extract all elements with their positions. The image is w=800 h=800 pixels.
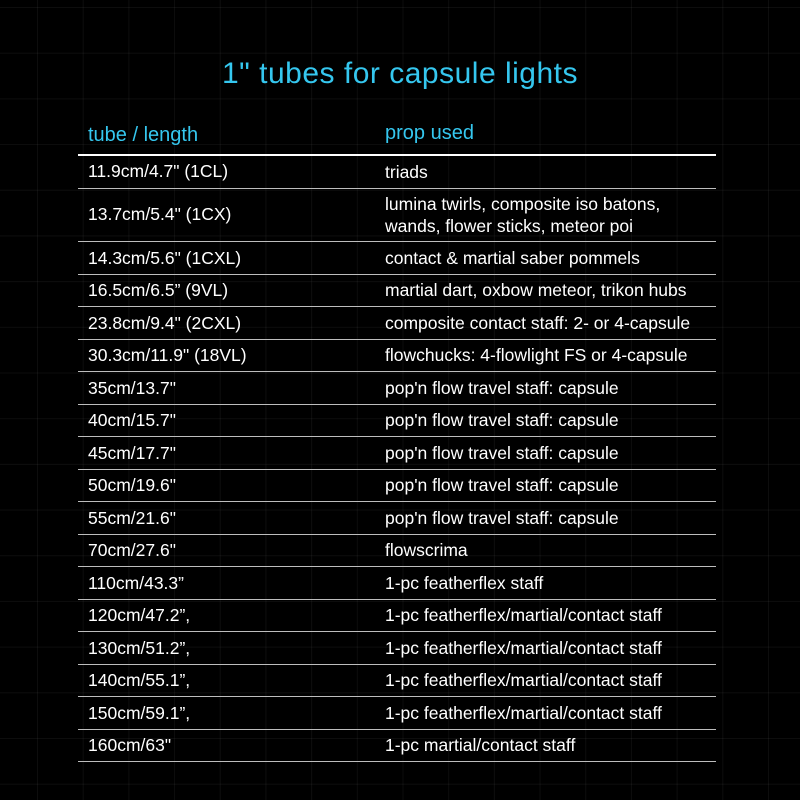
cell-prop-used: flowscrima: [385, 540, 468, 561]
header-cell-prop-used: prop used: [385, 122, 474, 145]
cell-tube-length: 23.8cm/9.4" (2CXL): [88, 312, 242, 333]
cell-prop-used: 1-pc featherflex/martial/contact staff: [385, 637, 662, 658]
cell-tube-length: 110cm/43.3”: [88, 572, 184, 593]
cell-prop-used: pop'n flow travel staff: capsule: [385, 442, 619, 463]
cell-tube-length: 13.7cm/5.4" (1CX): [88, 204, 232, 225]
cell-prop-used: contact & martial saber pommels: [385, 247, 640, 268]
table-row: [78, 632, 716, 665]
table-row: [78, 189, 716, 243]
cell-tube-length: 14.3cm/5.6" (1CXL): [88, 247, 242, 268]
cell-tube-length: 45cm/17.7": [88, 442, 176, 463]
cell-tube-length: 11.9cm/4.7" (1CL): [88, 161, 229, 182]
table-row: [78, 567, 716, 600]
cell-tube-length: 30.3cm/11.9" (18VL): [88, 345, 247, 366]
cell-prop-used: pop'n flow travel staff: capsule: [385, 507, 619, 528]
cell-tube-length: 16.5cm/6.5” (9VL): [88, 280, 229, 301]
table-row: [78, 156, 716, 189]
cell-prop-used: triads: [385, 161, 428, 182]
table-row: [78, 372, 716, 405]
table-row: [78, 697, 716, 730]
header-cell-tube-length: tube / length: [88, 124, 199, 146]
cell-prop-used: 1-pc featherflex/martial/contact staff: [385, 605, 662, 626]
table-row: [78, 405, 716, 438]
tube-size-table: [78, 113, 716, 762]
cell-prop-used: 1-pc featherflex staff: [385, 572, 544, 593]
cell-tube-length: 130cm/51.2”,: [88, 637, 191, 658]
table-row: [78, 242, 716, 275]
cell-prop-used: pop'n flow travel staff: capsule: [385, 377, 619, 398]
table-row: [78, 665, 716, 698]
cell-tube-length: 70cm/27.6": [88, 540, 176, 561]
cell-tube-length: 160cm/63": [88, 735, 172, 756]
table-row: [78, 340, 716, 373]
cell-prop-used: 1-pc featherflex/martial/contact staff: [385, 702, 662, 723]
cell-prop-used: flowchucks: 4-flowlight FS or 4-capsule: [385, 345, 688, 366]
table-row: [78, 275, 716, 308]
cell-prop-used: composite contact staff: 2- or 4-capsule: [385, 312, 691, 333]
cell-tube-length: 40cm/15.7": [88, 410, 176, 431]
table-row: [78, 535, 716, 568]
cell-tube-length: 140cm/55.1”,: [88, 670, 191, 691]
table-row: [78, 600, 716, 633]
table-row: [78, 470, 716, 503]
cell-tube-length: 150cm/59.1”,: [88, 702, 191, 723]
page-title: 1" tubes for capsule lights: [221, 57, 578, 90]
cell-prop-used: 1-pc martial/contact staff: [385, 735, 576, 756]
cell-tube-length: 55cm/21.6": [88, 507, 176, 528]
cell-tube-length: 120cm/47.2”,: [88, 605, 191, 626]
table-header-row: [78, 113, 716, 156]
cell-tube-length: 35cm/13.7": [88, 377, 176, 398]
table-row: [78, 502, 716, 535]
cell-prop-used: pop'n flow travel staff: capsule: [385, 410, 619, 431]
cell-prop-used: pop'n flow travel staff: capsule: [385, 475, 619, 496]
cell-prop-used: lumina twirls, composite iso batons, wands, flower sticks, meteor poi: [385, 193, 661, 236]
table-row: [78, 730, 716, 763]
cell-prop-used: martial dart, oxbow meteor, trikon hubs: [385, 280, 687, 301]
table-row: [78, 307, 716, 340]
cell-tube-length: 50cm/19.6": [88, 475, 176, 496]
cell-prop-used: 1-pc featherflex/martial/contact staff: [385, 670, 662, 691]
table-row: [78, 437, 716, 470]
